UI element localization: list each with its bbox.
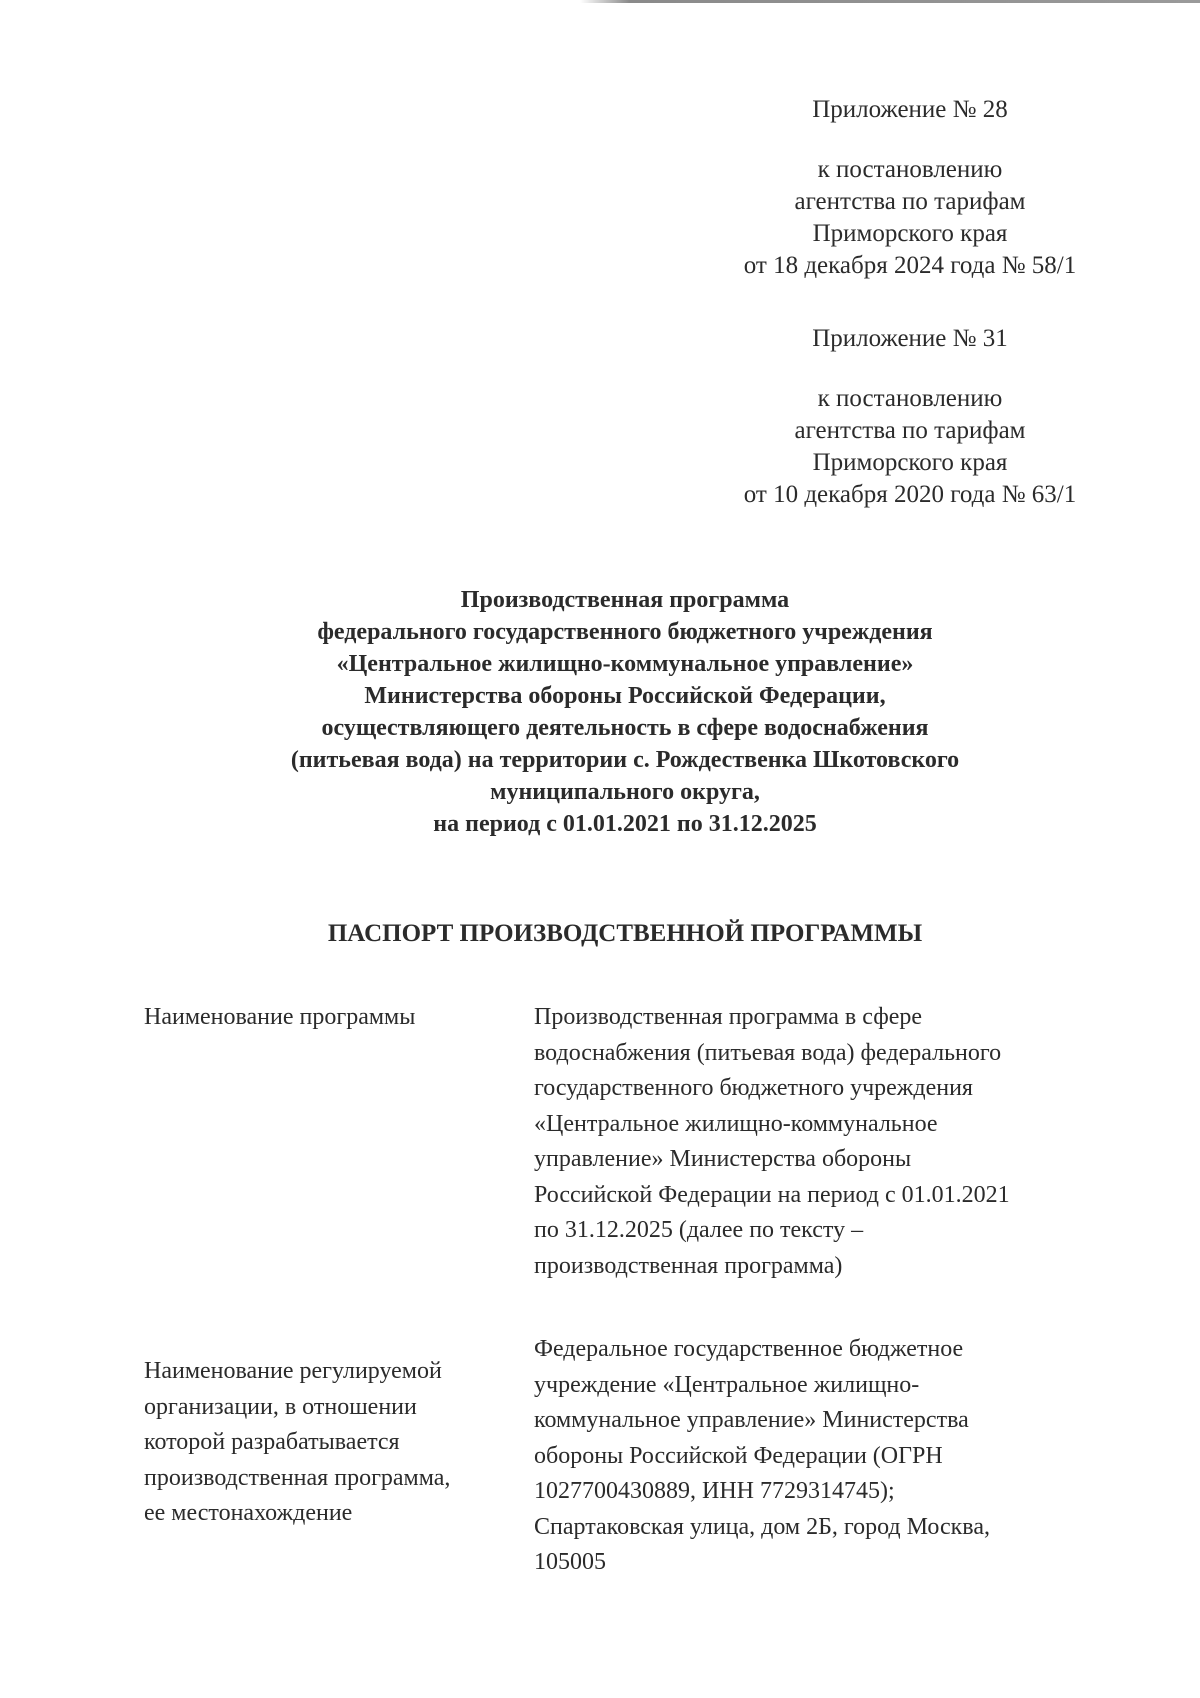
- label-line: Наименование регулируемой: [144, 1358, 442, 1384]
- appendix-reference-line: от 10 декабря 2020 года № 63/1: [743, 481, 1077, 508]
- appendix-number: Приложение № 31: [812, 325, 1008, 352]
- label-line: производственная программа,: [144, 1464, 451, 1491]
- title-line: Министерства обороны Российской Федерации,: [364, 683, 886, 709]
- passport-row-value: [534, 1000, 1124, 1284]
- appendix-reference-line: агентства по тарифам: [794, 417, 1026, 444]
- title-line: муниципального округа,: [490, 779, 760, 805]
- appendix-block-31: [700, 323, 1120, 511]
- value-line: 1027700430889, ИНН 7729314745);: [534, 1478, 895, 1504]
- appendix-reference-line: Приморского края: [812, 449, 1008, 476]
- label-line: ее местонахождение: [144, 1500, 353, 1526]
- value-line: водоснабжения (питьевая вода) федерального: [534, 1039, 1002, 1066]
- label-line: организации, в отношении: [144, 1393, 417, 1420]
- title-line: (питьевая вода) на территории с. Рождественка Шкотовского: [290, 747, 960, 773]
- appendix-reference: [700, 383, 1120, 511]
- title-line: осуществляющего деятельность в сфере водоснабжения: [321, 715, 929, 741]
- value-line: коммунальное управление» Министерства: [534, 1407, 969, 1433]
- value-line: учреждение «Центральное жилищно-: [534, 1371, 920, 1398]
- passport-row-value: [534, 1332, 1124, 1581]
- value-line: обороны Российской Федерации (ОГРН: [534, 1442, 943, 1469]
- label-line: Наименование программы: [144, 1004, 416, 1030]
- passport-heading: ПАСПОРТ ПРОИЗВОДСТВЕННОЙ ПРОГРАММЫ: [327, 920, 923, 947]
- title-line: Производственная программа: [460, 587, 790, 613]
- appendix-reference: [700, 154, 1120, 282]
- value-line: 105005: [534, 1549, 606, 1575]
- appendix-reference-line: от 18 декабря 2024 года № 58/1: [743, 252, 1077, 279]
- title-line: федерального государственного бюджетного учреждения: [317, 619, 933, 645]
- value-line: производственная программа): [534, 1252, 843, 1279]
- value-line: Федеральное государственное бюджетное: [534, 1336, 964, 1362]
- passport-row-label: [144, 1354, 514, 1532]
- title-line: на период с 01.01.2021 по 31.12.2025: [433, 811, 817, 837]
- value-line: Российской Федерации на период с 01.01.2021: [534, 1181, 1010, 1208]
- appendix-number: Приложение № 28: [812, 96, 1008, 123]
- title-line: «Центральное жилищно-коммунальное управление»: [336, 651, 914, 677]
- value-line: Производственная программа в сфере: [534, 1004, 923, 1030]
- appendix-reference-line: к постановлению: [817, 385, 1003, 412]
- scan-edge-line: [580, 0, 1200, 3]
- appendix-reference-line: к постановлению: [817, 156, 1003, 183]
- label-line: которой разрабатывается: [144, 1429, 400, 1455]
- appendix-reference-line: агентства по тарифам: [794, 188, 1026, 215]
- value-line: управление» Министерства обороны: [534, 1146, 912, 1172]
- passport-row-label: [144, 1000, 514, 1036]
- value-line: государственного бюджетного учреждения: [534, 1075, 973, 1101]
- appendix-reference-line: Приморского края: [812, 220, 1008, 247]
- value-line: «Центральное жилищно-коммунальное: [534, 1110, 938, 1137]
- value-line: Спартаковская улица, дом 2Б, город Москва,: [534, 1513, 990, 1540]
- appendix-block-28: [700, 94, 1120, 282]
- document-title: [140, 584, 1110, 840]
- value-line: по 31.12.2025 (далее по тексту –: [534, 1217, 864, 1243]
